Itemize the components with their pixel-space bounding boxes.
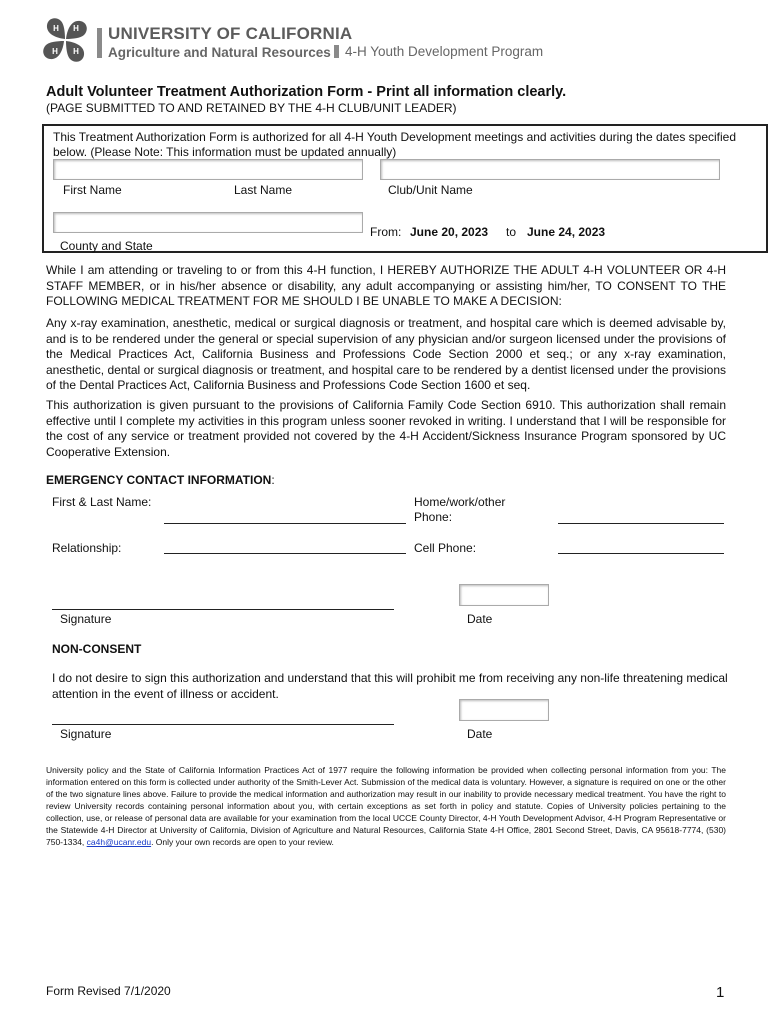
treatment-paragraph: Any x-ray examination, anesthetic, medical or surgical diagnosis or treatment, and hospital care which is deemed advisable by, and is to be rendered under the general or special supervision of any physician and/or surgeon licensed under the provisions of the Medical Practices Act, California Business and Professions Code Section 2000 et seq.; or any x-ray examination, anesthetic, dental or surgical diagnosis or treatment, and hospital care to be rendered by a dentist licensed under the provisions of the Dental Practices Act, California Business and Professions Code Section 1600 et seq. [46,316,726,392]
cell-phone-line[interactable] [558,553,724,554]
nonconsent-signature-label: Signature [60,727,112,741]
page-number: 1 [716,984,725,1001]
cell-phone-label: Cell Phone: [414,541,477,555]
consent-signature-line[interactable] [52,609,394,610]
form-title: Adult Volunteer Treatment Authorization Form - Print all information clearly. [46,84,567,100]
nonconsent-heading: NON-CONSENT [52,642,142,656]
org-name: UNIVERSITY OF CALIFORNIA [108,24,353,43]
svg-text:H: H [53,24,59,33]
contact-phone-line[interactable] [558,523,724,524]
org-division: Agriculture and Natural Resources [108,45,331,60]
svg-text:H: H [73,47,79,56]
club-unit-field[interactable] [380,159,720,180]
county-state-field[interactable] [53,212,363,233]
email-link[interactable]: ca4h@ucanr.edu [86,837,152,847]
privacy-tail: . Only your own records are open to your review. [151,837,334,847]
privacy-notice [46,764,726,848]
relationship-label: Relationship: [52,541,122,555]
intro-text: This Treatment Authorization Form is authorized for all 4-H Youth Development meetings and activities during the dates specified below. (Please Note: This information must be updated annually) [53,130,737,159]
svg-text:H: H [52,47,58,56]
emergency-heading: EMERGENCY CONTACT INFORMATION: [46,473,275,487]
consent-date-field[interactable] [459,584,549,606]
form-subtitle: (PAGE SUBMITTED TO AND RETAINED BY THE 4-H CLUB/UNIT LEADER) [46,101,457,115]
4-h-clover-icon [38,14,92,66]
header-divider [97,28,102,58]
last-name-label: Last Name [234,183,293,197]
from-date: June 20, 2023 [410,225,489,239]
program-divider [334,45,339,58]
form-revised: Form Revised 7/1/2020 [46,984,171,998]
relationship-line[interactable] [164,553,406,554]
consent-signature-label: Signature [60,612,112,626]
nonconsent-text: I do not desire to sign this authorization and understand that this will prohibit me from receiving any non-life threatening medical attention in the event of illness or accident. [52,671,728,701]
consent-date-label: Date [467,612,493,626]
club-unit-label: Club/Unit Name [388,183,473,197]
contact-name-line[interactable] [164,523,406,524]
first-name-label: First Name [63,183,122,197]
program-name: 4-H Youth Development Program [345,44,544,59]
name-field[interactable] [53,159,363,180]
to-date: June 24, 2023 [527,225,606,239]
privacy-text: University policy and the State of California Information Practices Act of 1977 require the following information be provided when collecting personal information from you: The information entered on this form is collected under authority of the Smith-Lever Act. Submission of the medical data is voluntary. However, a signature is required on one or the other of the two signature lines above. Failure to provide the medical information and authorization may result in our inability to provide necessary medical treatment. You have the right to review University records containing personal information about you, with certain exceptions as set forth in policy and statute. Copies of University policies pertaining to the collection, use, or release of personal data are available for your examination from the local UCCE County Director, 4-H Youth Development Advisor, 4-H Program Representative or the Statewide 4-H Director at University of California, Division of Agriculture and Natural Resources, California State 4-H Office, 2801 Second Street, Davis, CA 95618-7774, (530) 750-1334, [46,765,726,847]
from-label: From: [370,225,402,239]
svg-text:H: H [73,24,79,33]
contact-name-label: First & Last Name: [52,495,152,509]
to-label: to [506,225,517,239]
nonconsent-signature-line[interactable] [52,724,394,725]
contact-phone-label: Home/work/other Phone: [414,495,506,524]
authorization-paragraph: While I am attending or traveling to or from this 4-H function, I HEREBY AUTHORIZE THE ADULT 4-H VOLUNTEER OR 4-H STAFF MEMBER, or in his/her absence or disability, any adult accompanying or assisting him/her, TO CONSENT TO THE FOLLOWING MEDICAL TREATMENT FOR ME SHOULD I BE UNABLE TO MAKE A DECISION: [46,263,726,308]
nonconsent-date-label: Date [467,727,493,741]
pursuant-paragraph: This authorization is given pursuant to the provisions of California Family Code Section 6910. This authorization shall remain effective until I complete my activities in this program unless sooner revoked in writing. I understand that I will be responsible for the cost of any service or treatment provided not covered by the 4-H Accident/Sickness Insurance Program sponsored by UC Cooperative Extension. [46,398,726,459]
nonconsent-date-field[interactable] [459,699,549,721]
county-state-label: County and State [60,239,153,253]
